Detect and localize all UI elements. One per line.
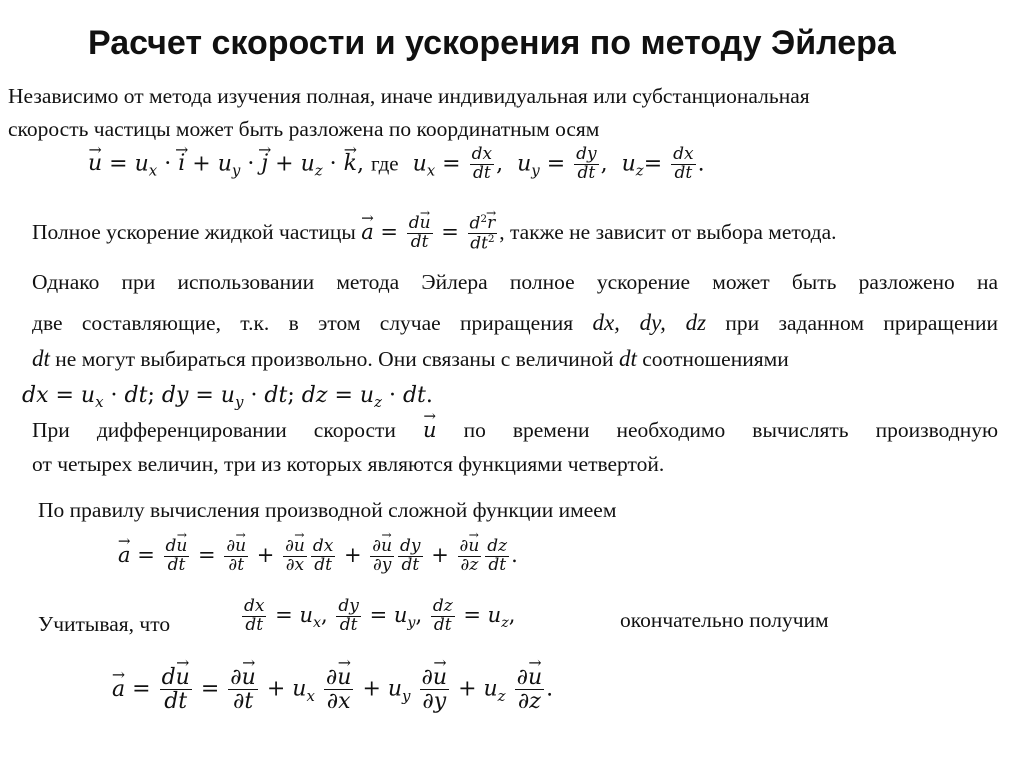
- finally-label: окончательно получим: [620, 608, 829, 632]
- para-euler-line2: две составляющие, т.к. в этом случае приращения dx, dy, dz при заданном приращении: [32, 310, 999, 335]
- para-chain-rule: По правилу вычисления производной сложной функции имеем: [38, 498, 617, 522]
- formula-substitution: $\frac{dx}{dt}$ = $u_x$, $\frac{dy}{dt}$ = $u_y$, $\frac{dz}{dt}$ = $u_z$,: [244, 596, 516, 635]
- symbol-dt: dt: [32, 346, 50, 371]
- para-euler-line3: dt не могут выбираться произвольно. Они связаны с величиной dt соотношениями: [32, 346, 789, 371]
- considering-label: Учитывая, что: [38, 612, 171, 636]
- formula-acceleration-definition: → a = $\frac{d\to u}{dt}$ = $\frac{d^2\to r}{dt^2}$: [361, 220, 499, 244]
- para-differentiation-line2: от четырех величин, три из которых являются функциями четвертой.: [32, 452, 665, 476]
- formula-velocity-components: → $u = u_x$ · → $i + u_y$ · → $j + u_z$ · → k, где $u_x$ = $\frac{dx}{dt}$ , $u_y$ = $\frac{dy}{dt}$ , $u_z=$ $\frac{dx}{dt}$ .: [88, 146, 705, 183]
- symbol-dt-2: dt: [618, 346, 637, 371]
- symbol-dx-dy-dz: dx, dy, dz: [592, 310, 707, 335]
- where-label: где: [371, 151, 399, 176]
- accel-intro-text: Полное ускорение жидкой частицы: [32, 220, 356, 245]
- para-acceleration: [32, 214, 837, 253]
- para-differentiation-line1: При дифференцировании скорости → u по времени необходимо вычислять производную: [32, 418, 998, 443]
- accel-tail-text: , также не зависит от выбора метода.: [499, 220, 837, 245]
- formula-final-acceleration: → a = $\frac{d\to u}{dt}$ = $\frac{\partial\to u}{\partial t}$ + $u_x$ $\frac{\partial\to u}{\partial x}$ + $u_y$ $\frac{\partial\to u}{\partial y}$ + $u_z$ $\frac{\partial\to u}{\partial z}$ .: [112, 666, 553, 713]
- para-velocity-line2: скорость частицы может быть разложена по координатным осям: [8, 117, 600, 141]
- formula-chain-rule: → a = $\frac{d\to u}{dt}$ = $\frac{\partial\to u}{\partial t}$ + $\frac{\partial\to u}{\partial x}$ $\frac{dx}{dt}$ + $\frac{\partial\to u}{\partial y}$ $\frac{dy}{dt}$ + $\frac{\partial\to u}{\partial z}$ $\frac{dz}{dt}$ .: [118, 538, 518, 575]
- page-title: Расчет скорости и ускорения по методу Эйлера: [88, 24, 896, 62]
- para-euler-line1: Однако при использовании метода Эйлера полное ускорение может быть разложено на: [32, 270, 998, 294]
- formula-differential-relations: dx = $u_x$ · dt; dy = $u_y$ · dt; dz = $u_z$ · dt.: [22, 383, 433, 412]
- para-velocity-line1: Независимо от метода изучения полная, иначе индивидуальная или субстанциональная: [8, 84, 810, 108]
